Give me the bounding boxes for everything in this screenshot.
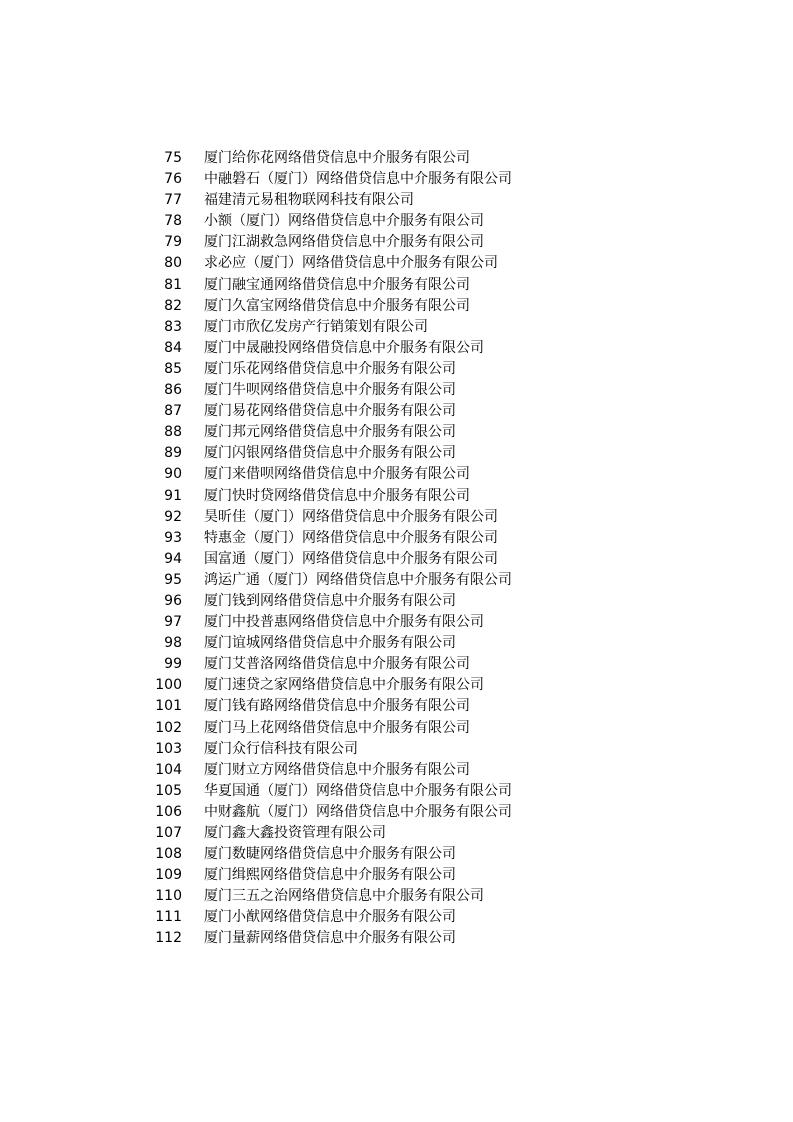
list-item (150, 696, 630, 717)
company-name: 昊昕佳（厦门）网络借贷信息中介服务有限公司 (204, 508, 498, 525)
list-item (150, 148, 630, 169)
company-name: 厦门中晟融投网络借贷信息中介服务有限公司 (204, 339, 484, 356)
row-number: 99 (164, 656, 182, 673)
row-number: 88 (164, 424, 182, 441)
row-number: 103 (155, 740, 182, 757)
list-item (150, 823, 630, 844)
row-number: 92 (164, 508, 182, 525)
list-item (150, 422, 630, 443)
row-number: 95 (164, 571, 182, 588)
row-number: 85 (164, 360, 182, 377)
list-item (150, 591, 630, 612)
company-name: 厦门给你花网络借贷信息中介服务有限公司 (204, 150, 470, 166)
row-number: 104 (155, 761, 182, 778)
list-item (150, 190, 630, 211)
row-number: 101 (155, 698, 182, 715)
company-name: 中融磐石（厦门）网络借贷信息中介服务有限公司 (204, 171, 512, 188)
company-name: 求必应（厦门）网络借贷信息中介服务有限公司 (204, 255, 498, 272)
company-name: 厦门快时贷网络借贷信息中介服务有限公司 (204, 487, 470, 504)
company-name: 厦门乐花网络借贷信息中介服务有限公司 (204, 360, 456, 377)
row-number: 100 (155, 677, 182, 694)
company-name: 厦门财立方网络借贷信息中介服务有限公司 (204, 761, 470, 778)
row-number: 75 (164, 150, 182, 166)
row-number: 106 (155, 803, 182, 820)
company-name: 厦门中投普惠网络借贷信息中介服务有限公司 (204, 614, 484, 631)
row-number: 89 (164, 445, 182, 462)
row-number: 109 (155, 867, 182, 884)
row-number: 108 (155, 846, 182, 863)
list-item (150, 275, 630, 296)
company-name: 厦门市欣亿发房产行销策划有限公司 (204, 318, 428, 335)
company-name: 厦门量薪网络借贷信息中介服务有限公司 (204, 930, 456, 947)
row-number: 79 (164, 234, 182, 251)
row-number: 112 (155, 930, 182, 947)
list-item (150, 359, 630, 380)
list-item (150, 802, 630, 823)
company-name: 厦门江湖救急网络借贷信息中介服务有限公司 (204, 234, 484, 251)
company-name: 厦门钱到网络借贷信息中介服务有限公司 (204, 592, 456, 609)
row-number: 98 (164, 635, 182, 652)
company-name: 厦门久富宝网络借贷信息中介服务有限公司 (204, 297, 470, 314)
company-name: 厦门融宝通网络借贷信息中介服务有限公司 (204, 276, 470, 293)
company-name: 厦门数睫网络借贷信息中介服务有限公司 (204, 846, 456, 863)
company-name: 厦门钱有路网络借贷信息中介服务有限公司 (204, 698, 470, 715)
list-item (150, 338, 630, 359)
list-item (150, 654, 630, 675)
list-item (150, 633, 630, 654)
row-number: 82 (164, 297, 182, 314)
company-name: 厦门闪银网络借贷信息中介服务有限公司 (204, 445, 456, 462)
row-number: 97 (164, 614, 182, 631)
company-list (150, 148, 630, 950)
company-name: 厦门艾普洛网络借贷信息中介服务有限公司 (204, 656, 470, 673)
row-number: 80 (164, 255, 182, 272)
company-name: 鸿运广通（厦门）网络借贷信息中介服务有限公司 (204, 571, 512, 588)
list-item (150, 296, 630, 317)
list-item (150, 486, 630, 507)
list-item (150, 401, 630, 422)
company-name: 厦门鑫大鑫投资管理有限公司 (204, 825, 386, 841)
company-name: 特惠金（厦门）网络借贷信息中介服务有限公司 (204, 529, 498, 546)
list-item (150, 570, 630, 591)
row-number: 86 (164, 382, 182, 399)
list-item (150, 739, 630, 760)
list-item (150, 928, 630, 949)
company-name: 厦门牛呗网络借贷信息中介服务有限公司 (204, 382, 456, 399)
list-item (150, 844, 630, 865)
list-item (150, 464, 630, 485)
company-name: 厦门马上花网络借贷信息中介服务有限公司 (204, 719, 470, 736)
list-item (150, 907, 630, 928)
row-number: 105 (155, 782, 182, 799)
row-number: 94 (164, 550, 182, 567)
company-name: 厦门谊城网络借贷信息中介服务有限公司 (204, 635, 456, 652)
company-name: 华夏国通（厦门）网络借贷信息中介服务有限公司 (204, 782, 512, 799)
list-item (150, 253, 630, 274)
row-number: 111 (155, 909, 182, 926)
company-name: 厦门来借呗网络借贷信息中介服务有限公司 (204, 466, 470, 483)
row-number: 87 (164, 403, 182, 420)
company-name: 厦门邦元网络借贷信息中介服务有限公司 (204, 424, 456, 441)
row-number: 93 (164, 529, 182, 546)
list-item (150, 232, 630, 253)
row-number: 81 (164, 276, 182, 293)
list-item (150, 380, 630, 401)
list-item (150, 317, 630, 338)
list-item (150, 211, 630, 232)
list-item (150, 675, 630, 696)
row-number: 83 (164, 318, 182, 335)
list-item (150, 507, 630, 528)
company-name: 国富通（厦门）网络借贷信息中介服务有限公司 (204, 550, 498, 567)
list-item (150, 886, 630, 907)
row-number: 77 (164, 192, 182, 209)
company-name: 厦门三五之治网络借贷信息中介服务有限公司 (204, 888, 484, 905)
row-number: 110 (155, 888, 182, 905)
list-item (150, 865, 630, 886)
list-item (150, 549, 630, 570)
list-item (150, 443, 630, 464)
row-number: 84 (164, 339, 182, 356)
list-item (150, 528, 630, 549)
list-item (150, 718, 630, 739)
company-name: 厦门众行信科技有限公司 (204, 740, 358, 757)
company-name: 厦门速贷之家网络借贷信息中介服务有限公司 (204, 677, 484, 694)
company-name: 厦门易花网络借贷信息中介服务有限公司 (204, 403, 456, 420)
company-name: 小额（厦门）网络借贷信息中介服务有限公司 (204, 213, 484, 230)
row-number: 78 (164, 213, 182, 230)
row-number: 91 (164, 487, 182, 504)
company-name: 厦门缉熙网络借贷信息中介服务有限公司 (204, 867, 456, 884)
list-item (150, 781, 630, 802)
row-number: 76 (164, 171, 182, 188)
company-name: 厦门小猷网络借贷信息中介服务有限公司 (204, 909, 456, 926)
list-item (150, 612, 630, 633)
list-item (150, 760, 630, 781)
row-number: 107 (155, 825, 182, 841)
row-number: 96 (164, 592, 182, 609)
list-item (150, 169, 630, 190)
company-name: 中财鑫航（厦门）网络借贷信息中介服务有限公司 (204, 803, 512, 820)
row-number: 102 (155, 719, 182, 736)
row-number: 90 (164, 466, 182, 483)
company-name: 福建清元易租物联网科技有限公司 (204, 192, 414, 209)
